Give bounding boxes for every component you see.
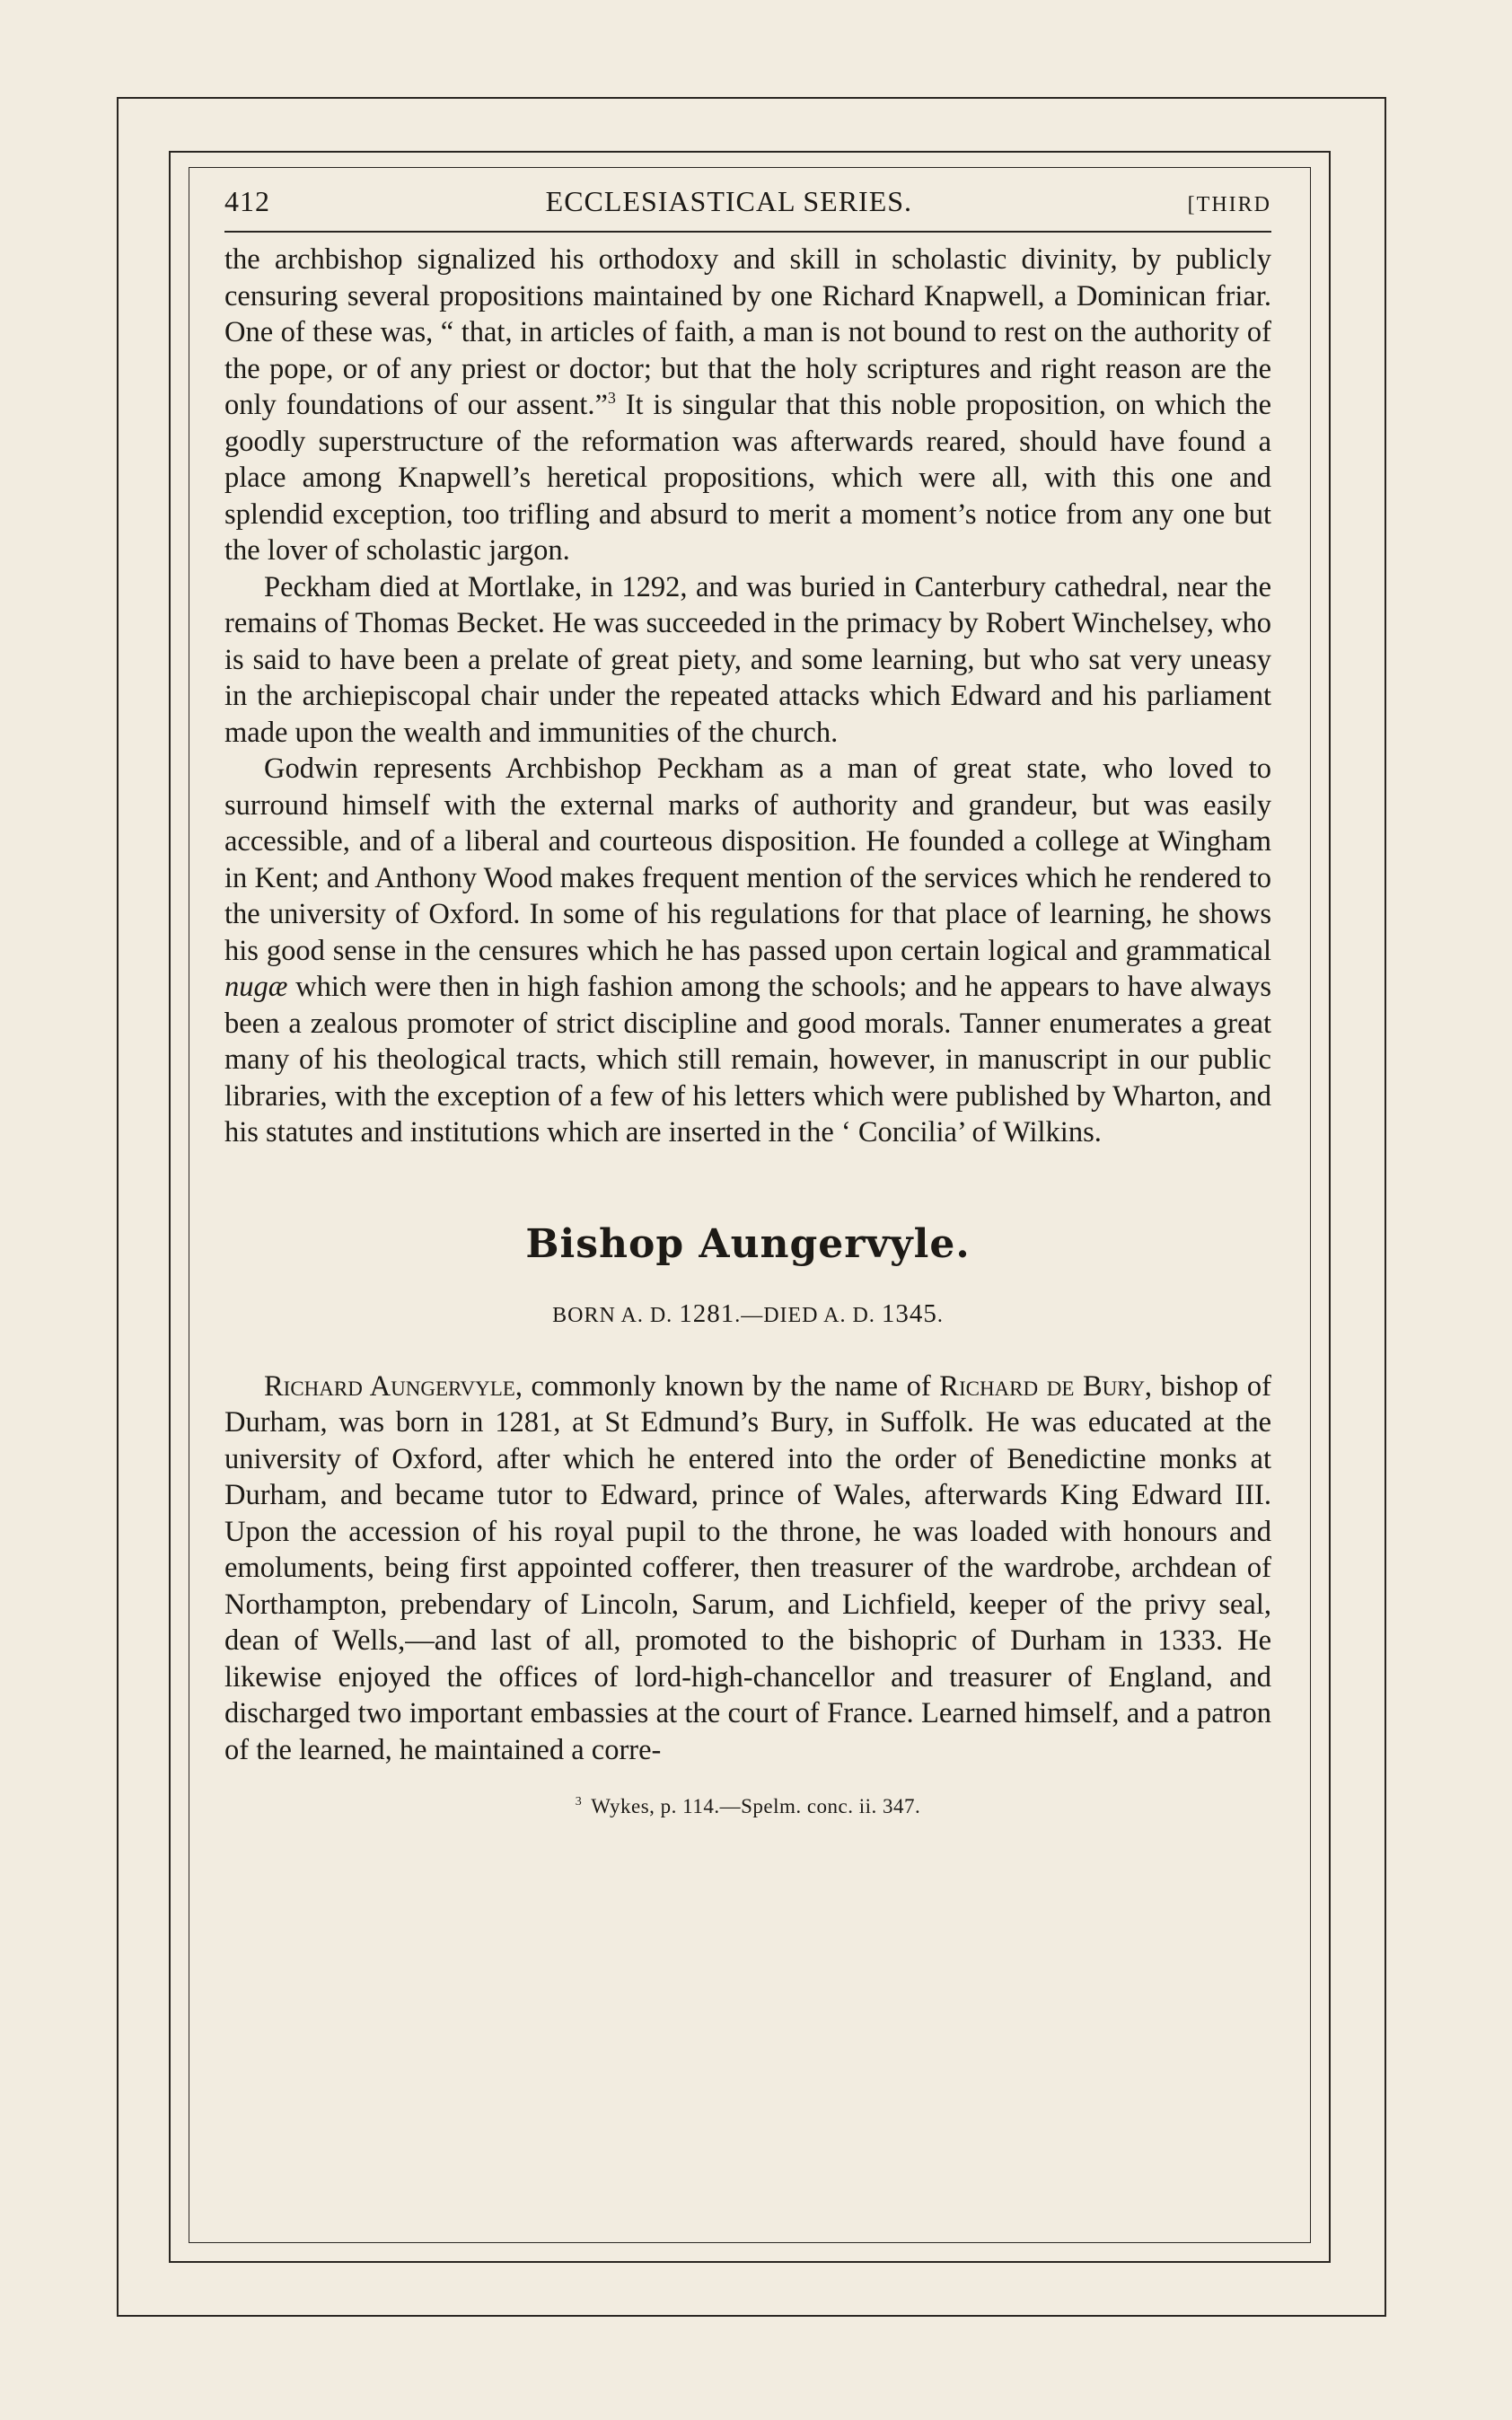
paragraph-knapwell <box>224 242 1271 569</box>
footnote-text: Wykes, p. 114.—Spelm. conc. ii. 347. <box>591 1795 921 1817</box>
footnote <box>224 1795 1271 1818</box>
catchword: [THIRD <box>1187 193 1271 216</box>
body-text-aungervyle <box>224 1368 1271 1769</box>
date-end: . <box>936 1303 944 1327</box>
paragraph-text: Godwin represents Archbishop Peckham as a man of great state, who loved to surround himself with the external marks of authority and grandeur, but was easily accessible, and of a liberal and courteous disposition. He founded a college at Wingham in Kent; and Anthony Wood makes frequent mention of the services which he rendered to the university of Oxford. In some of his regulations for that place of learning, he shows his good sense in the censures which he has passed upon certain logical and grammatical <box>224 752 1271 967</box>
paragraph-godwin <box>224 751 1271 1151</box>
footnote-reference: 3 <box>607 389 616 408</box>
paragraph-text: commonly known by the name of <box>522 1369 940 1403</box>
section-heading: Bishop Aungervyle. <box>525 1220 971 1267</box>
page-number: 412 <box>224 185 270 217</box>
footnote-mark: 3 <box>575 1795 583 1809</box>
paragraph-text: bishop of Durham, was born in 1281, at St Edmund’s Bury, in Suffolk. He was educated at the university of Oxford, after which he entered into the order of Benedictine monks at Durham, and became tutor to Edward, prince of Wales, afterwards King Edward III. Upon the accession of his royal pupil to the throne, he was loaded with honours and emoluments, being first appointed cofferer, then treasurer of the wardrobe, archdean of Northampton, prebendary of Lincoln, Sarum, and Lichfield, keeper of the privy seal, dean of Wells,—and last of all, promoted to the bishopric of Durham in 1333. He likewise enjoyed the offices of lord-high-chancellor and treasurer of England, and discharged two important embassies at the court of France. Learned himself, and a patron of the learned, he maintained a corre- <box>224 1369 1271 1766</box>
running-header <box>224 185 1271 233</box>
page-content <box>224 185 1271 1818</box>
paragraph-text: the archbishop signalized his orthodoxy and skill in scholastic divinity, by publicly censuring several propositions maintained by one Richard Knapwell, a Dominican friar. One of these was, “ that, in articles of faith, a man is not bound to rest on the authority of the pope, or of any priest or doctor; but that the holy scriptures and right reason are the only foundations of our assent.” <box>224 243 1271 421</box>
died-year: 1345 <box>881 1298 937 1328</box>
born-year: 1281 <box>679 1298 735 1328</box>
paragraph-peckham-death: Peckham died at Mortlake, in 1292, and was buried in Canterbury cathedral, near the remains of Thomas Becket. He was succeeded in the primacy by Robert Winchelsey, who is said to have been a prelate of great piety, and some learning, but who sat very uneasy in the archiepiscopal chair under the repeated attacks which Edward and his parliament made upon the wealth and immunities of the church. <box>224 570 1271 749</box>
died-label: .—DIED A. D. <box>734 1303 875 1327</box>
running-title: ECCLESIASTICAL SERIES. <box>545 185 913 217</box>
paragraph-aungervyle <box>224 1368 1271 1769</box>
subject-alias: Richard de Bury, <box>939 1369 1153 1403</box>
born-label: BORN A. D. <box>552 1303 673 1327</box>
paragraph-text: which were then in high fashion among the schools; and he appears to have always been a zealous promoter of strict discipline and good morals. Tanner enumerates a great many of his theological tracts, which still remain, however, in manuscript in our public libraries, with the exception of a few of his letters which were published by Wharton, and his statutes and institutions which are inserted in the ‘ Concilia’ of Wilkins. <box>224 971 1271 1148</box>
birth-death-dates <box>224 1299 1271 1329</box>
italic-term: nugæ <box>224 971 288 1003</box>
paragraph-text: It is singular that this noble proposition, on which the goodly superstructure of the reformation was afterwards reared, should have found a place among Knapwell’s heretical propositions, which were all, with this one and splendid exception, too trifling and absurd to merit a moment’s notice from any one but the lover of scholastic jargon. <box>224 389 1271 567</box>
subject-name: Richard Aungervyle, <box>264 1369 523 1403</box>
body-text-peckham <box>224 242 1271 1151</box>
